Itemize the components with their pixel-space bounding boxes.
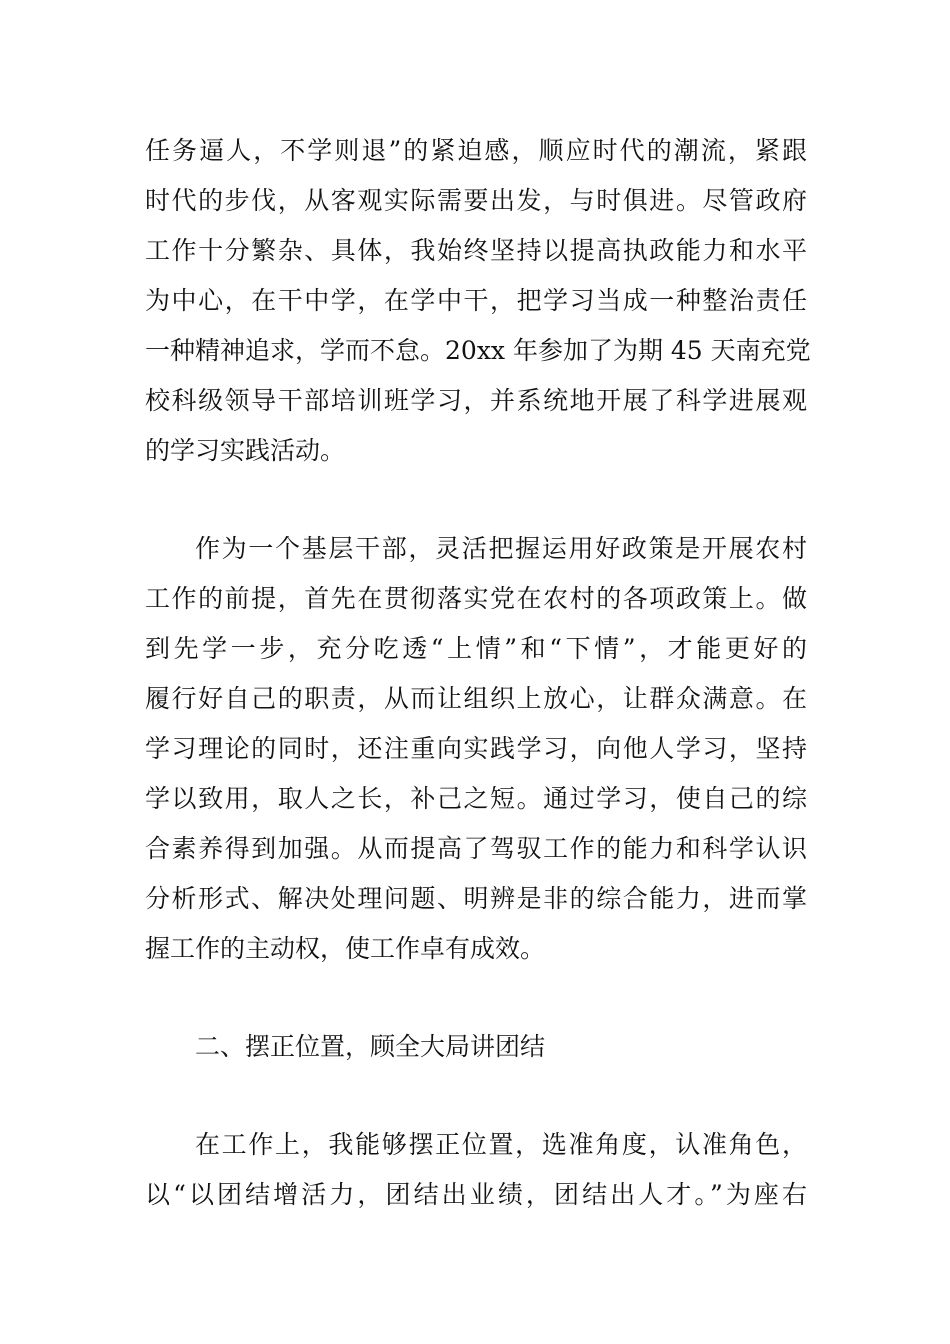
- paragraph-line: 学以致用，取人之长，补己之短。通过学习，使自己的综: [145, 784, 807, 813]
- paragraph-1: [145, 126, 811, 476]
- section-heading: [145, 1022, 807, 1072]
- paragraph-line: 工作十分繁杂、具体，我始终坚持以提高执政能力和水平: [145, 236, 807, 265]
- paragraph-line: 作为一个基层干部，灵活把握运用好政策是开展农村: [195, 534, 807, 563]
- paragraph-line: 以“以团结增活力，团结出业绩，团结出人才。”为座右: [145, 1180, 807, 1209]
- paragraph-line: 任务逼人，不学则退”的紧迫感，顺应时代的潮流，紧跟: [145, 136, 807, 165]
- paragraph-line: 在工作上，我能够摆正位置，选准角度，认准角色，: [195, 1130, 807, 1159]
- paragraph-2: [145, 524, 807, 974]
- section-heading-text: 二、摆正位置，顾全大局讲团结: [195, 1032, 546, 1061]
- paragraph-line: 到先学一步，充分吃透“上情”和“下情”，才能更好的: [145, 634, 807, 663]
- paragraph-line: 学习理论的同时，还注重向实践学习，向他人学习，坚持: [145, 734, 807, 763]
- paragraph-line: 握工作的主动权，使工作卓有成效。: [145, 934, 546, 963]
- paragraph-line: 的学习实践活动。: [145, 436, 346, 465]
- paragraph-line: 时代的步伐，从客观实际需要出发，与时俱进。尽管政府: [145, 186, 807, 215]
- paragraph-line: 校科级领导干部培训班学习，并系统地开展了科学进展观: [145, 386, 807, 415]
- paragraph-line: 工作的前提，首先在贯彻落实党在农村的各项政策上。做: [145, 584, 807, 613]
- paragraph-line: 合素养得到加强。从而提高了驾驭工作的能力和科学认识: [145, 834, 807, 863]
- paragraph-line: 一种精神追求，学而不怠。20xx 年参加了为期 45 天南充党: [145, 336, 811, 365]
- paragraph-line: 为中心，在干中学，在学中干，把学习当成一种整治责任: [145, 286, 807, 315]
- paragraph-line: 履行好自己的职责，从而让组织上放心，让群众满意。在: [145, 684, 807, 713]
- paragraph-4: [145, 1120, 807, 1220]
- paragraph-line: 分析形式、解决处理问题、明辨是非的综合能力，进而掌: [145, 884, 807, 913]
